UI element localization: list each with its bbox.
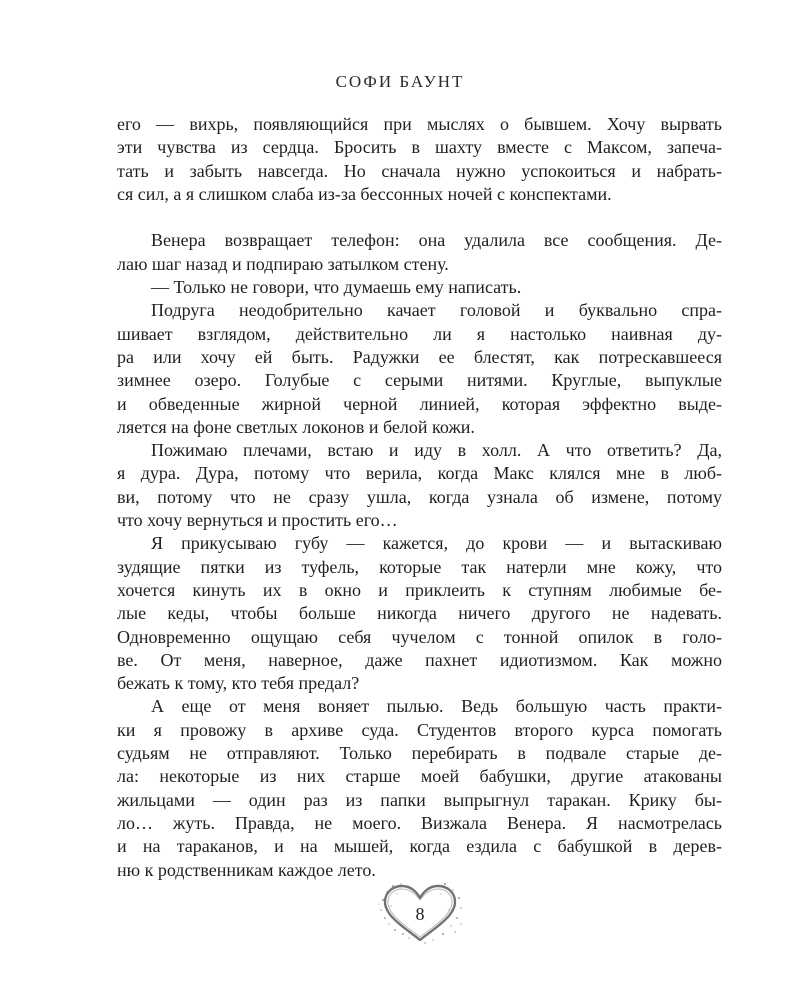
page-number: 8: [415, 904, 425, 924]
text-line: шивает взглядом, действительно ли я настолько наивная ду-: [117, 323, 722, 344]
text-line: Пожимаю плечами, встаю и иду в холл. А что ответить? Да,: [151, 440, 722, 461]
text-line: ла: некоторые из них старше моей бабушки, другие атакованы: [117, 766, 722, 787]
section-break: [117, 206, 722, 229]
text-line: лаю шаг назад и подпираю затылком стену.: [117, 253, 449, 274]
text-line: Венера возвращает телефон: она удалила все сообщения. Де-: [151, 230, 722, 251]
text-line: лые кеды, чтобы больше никогда ничего другого не надевать.: [117, 603, 722, 624]
text-line: зудящие пятки из туфель, которые так натерли мне кожу, что: [117, 556, 722, 577]
page-number-ornament: [375, 880, 465, 946]
text-line: ляется на фоне светлых локонов и белой кожи.: [117, 416, 475, 437]
text-line: ве. От меня, наверное, даже пахнет идиотизмом. Как можно: [117, 649, 722, 670]
text-line: я дура. Дура, потому что верила, когда Макс клялся мне в люб-: [117, 463, 722, 484]
text-line: бежать к тому, кто тебя предал?: [117, 673, 360, 694]
text-block: [117, 113, 722, 882]
text-line: и обведенные жирной черной линией, которая эффектно выде-: [117, 393, 722, 414]
text-line: ра или хочу ей быть. Радужки ее блестят, как потрескавшееся: [117, 346, 722, 367]
text-line: жильцами — один раз из папки выпрыгнул таракан. Крику бы-: [117, 789, 722, 810]
text-line: ки я провожу в архиве суда. Студентов второго курса помогать: [117, 719, 722, 740]
text-line: что хочу вернуться и простить его…: [117, 510, 398, 531]
text-line: Одновременно ощущаю себя чучелом с тонной опилок в голо-: [117, 626, 722, 647]
text-line: Подруга неодобрительно качает головой и буквально спра-: [151, 300, 722, 321]
text-line: ви, потому что не сразу ушла, когда узнала об измене, потому: [117, 486, 722, 507]
text-line: ло… жуть. Правда, не моего. Визжала Венера. Я насмотрелась: [117, 812, 722, 833]
text-line: ню к родственникам каждое лето.: [117, 859, 376, 880]
text-line: А еще от меня воняет пылью. Ведь большую часть практи-: [151, 696, 722, 717]
dialogue-line: — Только не говори, что думаешь ему написать.: [151, 277, 522, 298]
text-line: судьям не отправляют. Только перебирать в подвале старые де-: [117, 743, 722, 764]
text-line: эти чувства из сердца. Бросить в шахту вместе с Максом, запеча-: [117, 137, 722, 158]
text-line: и на тараканов, и на мышей, когда ездила с бабушкой в дерев-: [117, 836, 722, 857]
text-line: зимнее озеро. Голубые с серыми нитями. Круглые, выпуклые: [117, 370, 722, 391]
text-line: хочется кинуть их в окно и приклеить к ступням любимые бе-: [117, 579, 722, 600]
text-line: его — вихрь, появляющийся при мыслях о бывшем. Хочу вырвать: [117, 114, 722, 134]
text-line: тать и забыть навсегда. Но сначала нужно успокоиться и набрать-: [117, 160, 722, 181]
text-line: ся сил, а я слишком слаба из-за бессонных ночей с конспектами.: [117, 183, 612, 204]
running-head-title: СОФИ БАУНТ: [335, 72, 465, 91]
text-line: Я прикусываю губу — кажется, до крови — и вытаскиваю: [151, 533, 722, 554]
